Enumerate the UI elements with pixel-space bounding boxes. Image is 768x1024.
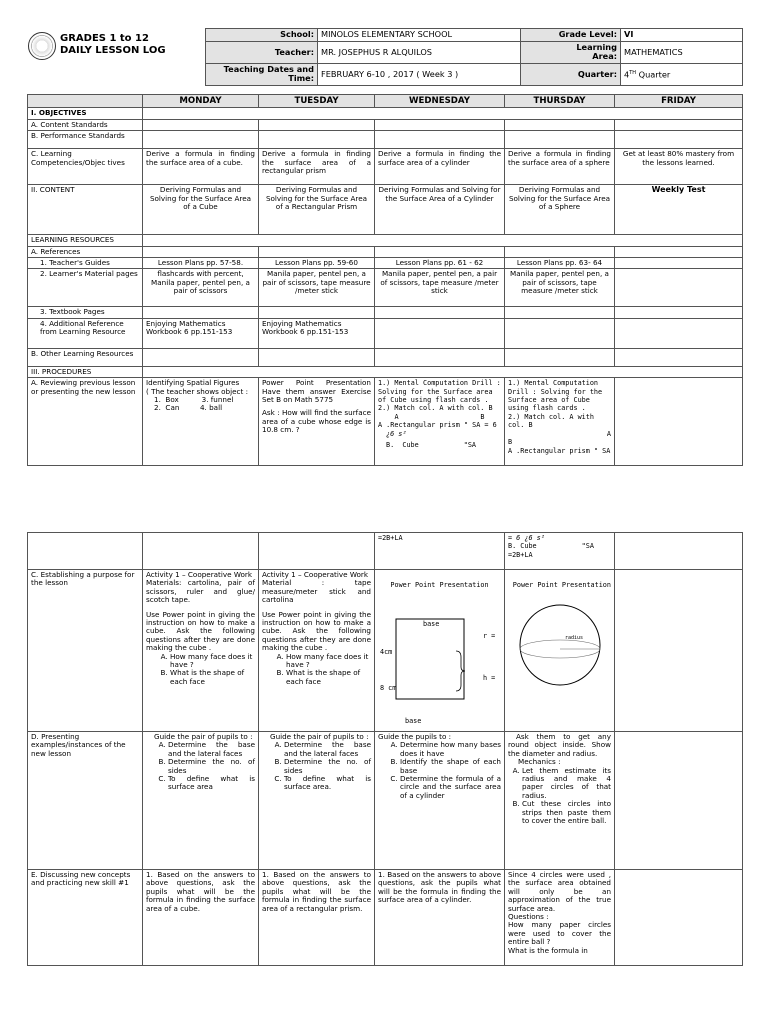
proc-d-label: D. Presenting examples/instances of the new lesson [28,732,143,870]
learners-label: 2. Learner's Material pages [28,269,143,307]
table-row [28,246,743,257]
proc-c-thursday: Power Point Presentation radius [505,570,615,732]
proc-e-label: E. Discussing new concepts and practicing new skill #1 [28,870,143,966]
day-friday: FRIDAY [615,95,743,108]
guide-monday: Lesson Plans pp. 57-58. [143,258,259,269]
continuation-thursday: = 6 ¿6 s² B. Cube "SA =2B+LA [505,533,615,570]
resources-heading: LEARNING RESOURCES [28,235,143,246]
procedures-row [28,366,743,377]
content-standards-label: A. Content Standards [28,119,143,130]
teacher-value: MR. JOSEPHUS R ALQUILOS [318,42,521,64]
guide-thursday: Lesson Plans pp. 63- 64 [505,258,615,269]
competency-wednesday: Derive a formula in finding the surface area of a cylinder [375,149,505,185]
grade-value: VI [621,29,743,42]
additional-label: 4. Additional Reference from Learning Resource [28,318,143,348]
proc-e-monday: 1. Based on the answers to above questions, ask the pupils what will be the formula in finding the surface area of a cube. [143,870,259,966]
deped-seal-icon [28,32,56,60]
objectives-heading: I. OBJECTIVES [28,108,143,119]
learner-monday: flashcards with percent, Manila paper, pentel pen, a pair of scissors [143,269,259,307]
table-row [28,131,743,149]
proc-c-monday: Activity 1 – Cooperative Work Materials: cartolina, pair of scissors, ruler and glue/ scotch tape. Use Power point in giving the instruction on how to make a cube. Ask the following questions after they are done making the cube . A. How many face does it have ? B. What is the shape of each face [143,570,259,732]
proc-e-thursday: Since 4 circles were used , the surface area obtained will only be an approximation of the true surface area. Questions : How many paper circles were used to cover the entire ball ? What is the formula in [505,870,615,966]
header-table [205,28,743,86]
content-monday: Deriving Formulas and Solving for the Surface Area of a Cube [143,185,259,235]
day-thursday: THURSDAY [505,95,615,108]
learner-tuesday: Manila paper, pentel pen, a pair of scissors, tape measure /meter stick [259,269,375,307]
proc-d-monday: Guide the pair of pupils to : A. Determine the base and the lateral faces B. Determine the no. of sides C. To define what is surface area [143,732,259,870]
competency-thursday: Derive a formula in finding the surface area of a sphere [505,149,615,185]
school-value: MINOLOS ELEMENTARY SCHOOL [318,29,521,42]
teacher-label: Teacher: [206,42,318,64]
learner-thursday: Manila paper, pentel pen, a pair of scissors, tape measure /meter stick [505,269,615,307]
content-label: II. CONTENT [28,185,143,235]
proc-d-wednesday: Guide the pupils to : A. Determine how many bases does it have B. Identify the shape of each base C. Determine the formula of a circle and the surface area of a cylinder [375,732,505,870]
competencies-row [28,149,743,185]
day-tuesday: TUESDAY [259,95,375,108]
cylinder-net-diagram [378,589,502,704]
proc-c-wednesday: Power Point Presentation base r = 4cm h = 8 cm base [375,570,505,732]
guide-tuesday: Lesson Plans pp. 59-60 [259,258,375,269]
table-row [28,348,743,366]
learner-wednesday: Manila paper, pentel pen, a pair of scissors, tape measure /meter stick [375,269,505,307]
lesson-table-page1 [27,94,743,466]
days-header-row [28,95,743,108]
additional-monday: Enjoying Mathematics Workbook 6 pp.151-153 [143,318,259,348]
proc-e-wednesday: 1. Based on the answers to above questions, ask the pupils what will be the formula in finding the surface area of a cylinder. [375,870,505,966]
day-wednesday: WEDNESDAY [375,95,505,108]
proc-d-thursday: Ask them to get any round object inside. Show the diameter and radius. Mechanics : A. Let them estimate its radius and make 4 paper circles of that radius. B. Cut these circles into strips then paste them to cover the entire ball. [505,732,615,870]
proc-c-tuesday: Activity 1 – Cooperative Work Material : tape measure/meter stick and cartolina Use Power point in giving the instruction on how to make a cube. Ask the following questions after they are done making the cube . A. How many face does it have ? B. What is the shape of each face [259,570,375,732]
content-friday: Weekly Test [615,185,743,235]
proc-a-row [28,378,743,466]
quarter-value: 4TH Quarter [621,64,743,86]
proc-c-row [28,570,743,732]
proc-e-row [28,870,743,966]
guide-wednesday: Lesson Plans pp. 61 - 62 [375,258,505,269]
content-thursday: Deriving Formulas and Solving for the Surface Area of a Sphere [505,185,615,235]
sphere-diagram [508,593,612,703]
other-resources-label: B. Other Learning Resources [28,348,143,366]
learners-row [28,269,743,307]
competency-monday: Derive a formula in finding the surface area of a cube. [143,149,259,185]
textbook-label: 3. Textbook Pages [28,307,143,318]
objectives-row [28,108,743,119]
competency-friday: Get at least 80% mastery from the lessons learned. [615,149,743,185]
proc-a-tuesday: Power Point Presentation Have them answer Exercise Set B on Math 5775 Ask : How will find the surface area of a cube whose edge is 10.8 cm. ? [259,378,375,466]
resources-row [28,235,743,246]
additional-tuesday: Enjoying Mathematics Workbook 6 pp.151-153 [259,318,375,348]
grade-label: Grade Level: [521,29,621,42]
lesson-table-page2 [27,532,743,966]
guides-label: 1. Teacher's Guides [28,258,143,269]
proc-d-row [28,732,743,870]
content-tuesday: Deriving Formulas and Solving for the Surface Area of a Rectangular Prism [259,185,375,235]
area-label: Learning Area: [521,42,621,64]
competencies-label: C. Learning Competencies/Objec tives [28,149,143,185]
proc-e-tuesday: 1. Based on the answers to above questions, ask the pupils what will be the formula in finding the surface area of a rectangular prism. [259,870,375,966]
additional-row [28,318,743,348]
guides-row [28,258,743,269]
proc-a-thursday: 1.) Mental Computation Drill : Solving for the Surface area of Cube using flash cards . 2.) Match col. A with col. B A B A .Rectangular prism " SA [505,378,615,466]
proc-d-tuesday: Guide the pair of pupils to : A. Determine the base and the lateral faces B. Determine the no. of sides C. To define what is surface area. [259,732,375,870]
content-row [28,185,743,235]
proc-a-wednesday: 1.) Mental Computation Drill : Solving for the Surface area of Cube using flash cards . 2.) Match col. A with col. B A B A .Rectangular prism " SA = 6 ¿6 s² B. Cube "SA [375,378,505,466]
school-label: School: [206,29,318,42]
dates-value: FEBRUARY 6-10 , 2017 ( Week 3 ) [318,64,521,86]
proc-a-monday: Identifying Spatial Figures ( The teacher shows object : 1. Box 3. funnel 2. Can 4. ball [143,378,259,466]
log-title: GRADES 1 to 12 DAILY LESSON LOG [60,33,166,56]
performance-standards-label: B. Performance Standards [28,131,143,149]
proc-c-label: C. Establishing a purpose for the lesson [28,570,143,732]
references-label: A. References [28,246,143,257]
table-row [28,307,743,318]
content-wednesday: Deriving Formulas and Solving for the Surface Area of a Cylinder [375,185,505,235]
table-row [28,119,743,130]
proc-a-label: A. Reviewing previous lesson or presenting the new lesson [28,378,143,466]
continuation-wednesday: =2B+LA [375,533,505,570]
day-monday: MONDAY [143,95,259,108]
area-value: MATHEMATICS [621,42,743,64]
competency-tuesday: Derive a formula in finding the surface area of a rectangular prism [259,149,375,185]
continuation-row [28,533,743,570]
quarter-label: Quarter: [521,64,621,86]
dates-label: Teaching Dates and Time: [206,64,318,86]
procedures-heading: III. PROCEDURES [28,366,143,377]
